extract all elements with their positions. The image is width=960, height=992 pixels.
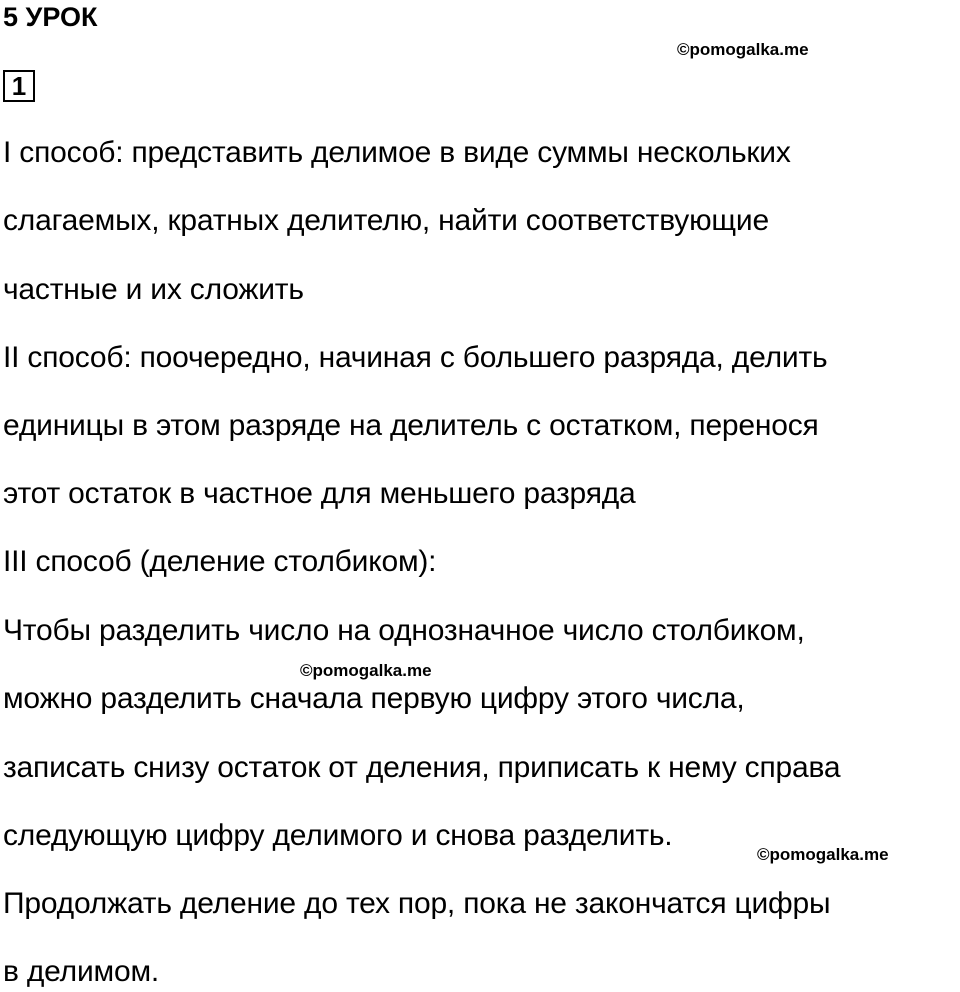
text-line-5: единицы в этом разряде на делитель с остатком, перенося — [3, 409, 819, 442]
text-line-2: слагаемых, кратных делителю, найти соответствующие — [3, 204, 769, 237]
text-line-7: III способ (деление столбиком): — [3, 545, 437, 578]
text-line-8: Чтобы разделить число на однозначное число столбиком, — [3, 614, 805, 647]
text-line-4: II способ: поочередно, начиная с большего разряда, делить — [3, 341, 828, 374]
watermark-middle: ©pomogalka.me — [300, 661, 432, 680]
text-line-11: следующую цифру делимого и снова разделить. — [3, 819, 673, 852]
text-line-6: этот остаток в частное для меньшего разряда — [3, 477, 636, 510]
text-line-9: можно разделить сначала первую цифру этого числа, — [3, 682, 745, 715]
page-title: 5 УРОК — [3, 2, 98, 32]
text-line-10: записать снизу остаток от деления, приписать к нему справа — [3, 751, 841, 784]
watermark-top: ©pomogalka.me — [677, 40, 809, 59]
watermark-bottom: ©pomogalka.me — [757, 845, 889, 864]
text-line-13: в делимом. — [3, 955, 159, 988]
text-line-1: I способ: представить делимое в виде суммы нескольких — [3, 136, 791, 169]
text-line-3: частные и их сложить — [3, 273, 304, 306]
text-line-12: Продолжать деление до тех пор, пока не закончатся цифры — [3, 887, 831, 920]
task-number-box: 1 — [3, 70, 35, 102]
